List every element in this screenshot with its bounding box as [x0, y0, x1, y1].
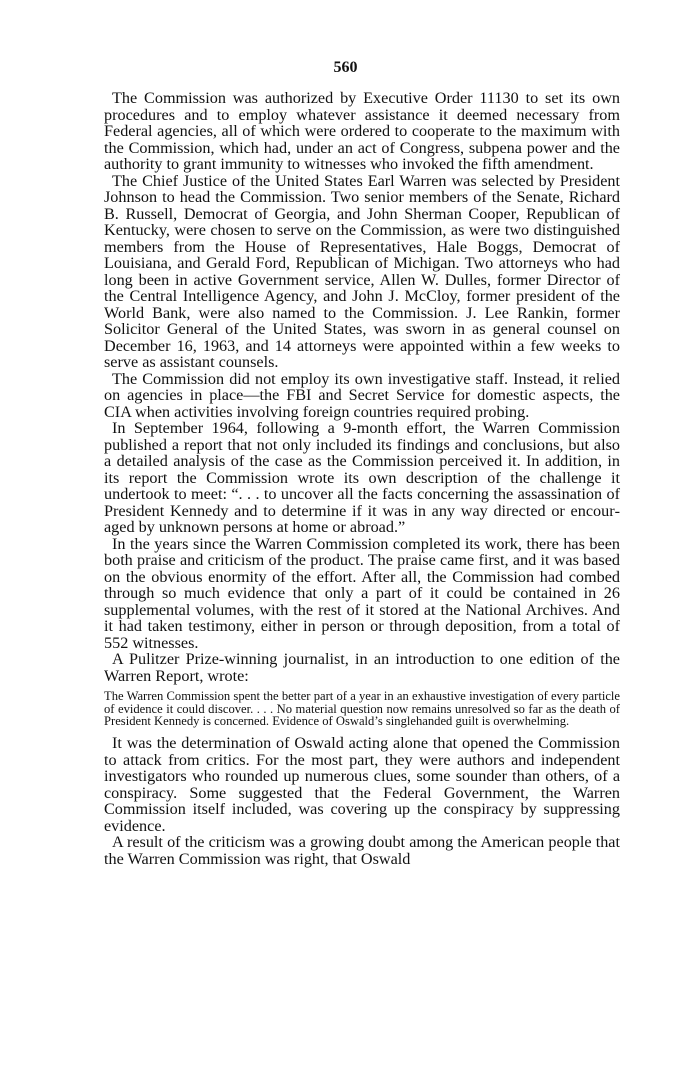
paragraph-growing-doubt: A result of the criticism was a growing doubt among the American people that the Warren Commission was right, that Oswald	[104, 833, 620, 868]
page-number: 560	[333, 59, 358, 76]
paragraph-report-published: In September 1964, following a 9-month effort, the Warren Commission published a report that not only included its findings and conclusions, but also a detailed analysis of the case as the Commission perceived it. In addition, in its report the Commission wrote its own description of the challenge it undertook to meet: “. . . to uncover all the facts concerning the assassination of President Kennedy and to determine if it was in any way directed or encouraged by unknown persons at home or abroad.”	[104, 419, 620, 536]
paragraph-oswald-alone: It was the determination of Oswald acting alone that opened the Commission to attack from critics. For the most part, they were authors and independent investigators who rounded up numerous clues, some sounder than others, of a conspiracy. Some suggested that the Federal Government, the Warren Commission itself included, was covering up the conspiracy by suppressing evidence.	[104, 734, 620, 835]
block-quote: The Warren Commission spent the better part of a year in an exhaustive investigation of every particle of evidence it could discover. . . . No material question now remains unresolved so far as the death of President Kennedy is concerned. Evidence of Oswald’s singlehanded guilt is overwhelming.	[104, 689, 620, 729]
paragraph-journalist-intro: A Pulitzer Prize-winning journalist, in an introduction to one edition of the Warren Report, wrote:	[104, 650, 620, 685]
paragraph-praise-criticism: In the years since the Warren Commission completed its work, there has been both praise and criticism of the product. The praise came first, and it was based on the obvious enormity of the effort. After all, the Commission had combed through so much evidence that only a part of it could be contained in 26 supplemental volumes, with the rest of it stored at the National Archives. And it had taken testimony, either in person or through deposition, from a total of 552 witnesses.	[104, 534, 620, 652]
paragraph-executive-order: The Commission was authorized by Executive Order 11130 to set its own procedures and to employ whatever assistance it deemed necessary from Federal agencies, all of which were ordered to cooperate to the maximum with the Commission, which had, under an act of Congress, subpena power and the authority to grant immunity to witnesses who invoked the fifth amendment.	[104, 89, 620, 173]
body-text	[104, 90, 620, 867]
paragraph-investigative-staff: The Commission did not employ its own investigative staff. Instead, it relied on agencies in place—the FBI and Secret Service for domestic aspects, the CIA when activities involving foreign countries required probing.	[104, 369, 620, 421]
paragraph-commission-members: The Chief Justice of the United States Earl Warren was selected by President Johnson to head the Commission. Two senior members of the Senate, Richard B. Russell, Democrat of Georgia, and John Sherman Cooper, Republican of Kentucky, were chosen to serve on the Commission, as were two distinguished members from the House of Representatives, Hale Boggs, Democrat of Louisiana, and Gerald Ford, Republican of Michigan. Two attorneys who had long been in active Government service, Allen W. Dulles, former Director of the Central Intelligence Agency, and John J. McCloy, former president of the World Bank, were also named to the Commission. J. Lee Rankin, former Solicitor General of the United States, was sworn in as general counsel on December 16, 1963, and 14 attorneys were appointed within a few weeks to serve as assistant counsels.	[104, 171, 620, 371]
